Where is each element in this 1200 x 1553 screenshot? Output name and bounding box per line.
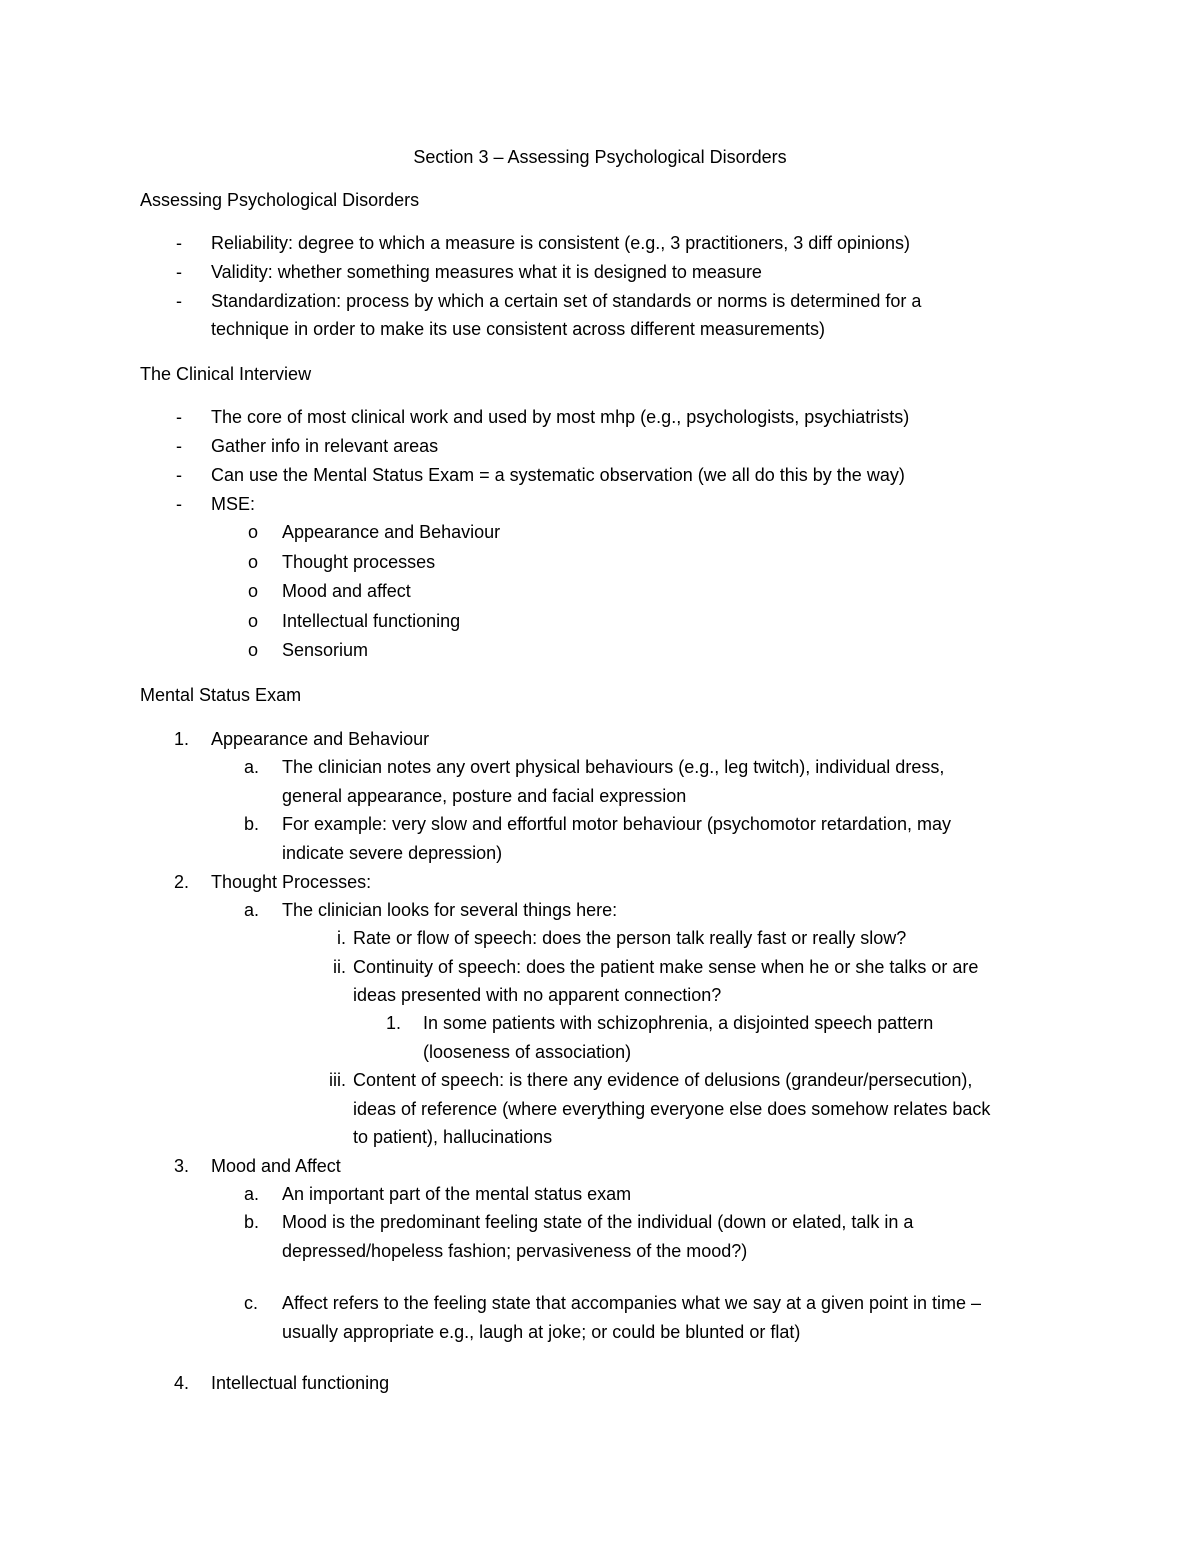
- sub-item: The clinician notes any overt physical behaviours (e.g., leg twitch), individual dress,: [282, 757, 945, 777]
- mse-item: Mood and affect: [282, 581, 411, 601]
- bullet-o: o: [248, 522, 259, 542]
- list-item-reliability: Reliability: degree to which a measure is consistent (e.g., 3 practitioners, 3 diff opinions): [211, 233, 911, 253]
- list-letter: b.: [244, 814, 260, 834]
- list-number: 2.: [174, 872, 190, 892]
- list-roman: i.: [337, 928, 346, 948]
- bullet-dash: -: [176, 262, 182, 282]
- bullet-dash: -: [176, 465, 182, 485]
- list-number: 3.: [174, 1156, 190, 1176]
- sub-item-cont: general appearance, posture and facial expression: [282, 786, 687, 806]
- list-item: The core of most clinical work and used by most mhp (e.g., psychologists, psychiatrists): [211, 407, 910, 427]
- bullet-o: o: [248, 581, 259, 601]
- bullet-dash: -: [176, 291, 182, 311]
- mse-item: Thought processes: [282, 552, 436, 572]
- document-title: Section 3 – Assessing Psychological Disorders: [413, 147, 787, 167]
- sub-sub-sub-item: In some patients with schizophrenia, a disjointed speech pattern: [423, 1013, 934, 1033]
- sub-item-cont: depressed/hopeless fashion; pervasiveness of the mood?): [282, 1241, 748, 1261]
- section-heading-mental-status-exam: Mental Status Exam: [140, 685, 302, 705]
- list-roman: iii.: [329, 1070, 346, 1090]
- sub-item: Affect refers to the feeling state that accompanies what we say at a given point in time –: [282, 1293, 982, 1313]
- sub-sub-sub-item-cont: (looseness of association): [423, 1042, 632, 1062]
- sub-item: For example: very slow and effortful motor behaviour (psychomotor retardation, may: [282, 814, 951, 834]
- list-letter: a.: [244, 900, 260, 920]
- bullet-dash: -: [176, 233, 182, 253]
- sub-sub-item: Rate or flow of speech: does the person talk really fast or really slow?: [353, 928, 907, 948]
- sub-item: The clinician looks for several things here:: [282, 900, 618, 920]
- list-number: 1.: [174, 729, 190, 749]
- sub-sub-item-cont: ideas presented with no apparent connection?: [353, 985, 722, 1005]
- bullet-dash: -: [176, 436, 182, 456]
- list-letter: a.: [244, 757, 260, 777]
- sub-sub-item: Content of speech: is there any evidence of delusions (grandeur/persecution),: [353, 1070, 973, 1090]
- list-item-appearance: Appearance and Behaviour: [211, 729, 430, 749]
- bullet-o: o: [248, 611, 259, 631]
- list-number: 1.: [386, 1013, 402, 1033]
- list-item-validity: Validity: whether something measures what it is designed to measure: [211, 262, 762, 282]
- list-letter: c.: [244, 1293, 259, 1313]
- list-item-mood-affect: Mood and Affect: [211, 1156, 341, 1176]
- list-roman: ii.: [333, 957, 346, 977]
- mse-item: Sensorium: [282, 640, 369, 660]
- bullet-dash: -: [176, 407, 182, 427]
- sub-sub-item-cont: ideas of reference (where everything everyone else does somehow relates back: [353, 1099, 991, 1119]
- section-heading-assessing: Assessing Psychological Disorders: [140, 190, 420, 210]
- list-item-intellectual: Intellectual functioning: [211, 1373, 390, 1393]
- list-letter: a.: [244, 1184, 260, 1204]
- sub-sub-item: Continuity of speech: does the patient make sense when he or she talks or are: [353, 957, 979, 977]
- list-item: Gather info in relevant areas: [211, 436, 439, 456]
- list-item-standardization-cont: technique in order to make its use consistent across different measurements): [211, 319, 825, 339]
- bullet-o: o: [248, 552, 259, 572]
- list-item-mse: MSE:: [211, 494, 256, 514]
- mse-item: Appearance and Behaviour: [282, 522, 501, 542]
- bullet-dash: -: [176, 494, 182, 514]
- mse-item: Intellectual functioning: [282, 611, 461, 631]
- list-letter: b.: [244, 1212, 260, 1232]
- sub-item-cont: usually appropriate e.g., laugh at joke; or could be blunted or flat): [282, 1322, 801, 1342]
- bullet-o: o: [248, 640, 259, 660]
- sub-item-cont: indicate severe depression): [282, 843, 503, 863]
- list-item-thought-processes: Thought Processes:: [211, 872, 372, 892]
- section-heading-clinical-interview: The Clinical Interview: [140, 364, 312, 384]
- list-number: 4.: [174, 1373, 190, 1393]
- list-item: Can use the Mental Status Exam = a systematic observation (we all do this by the way): [211, 465, 905, 485]
- list-item-standardization: Standardization: process by which a certain set of standards or norms is determined for a: [211, 291, 922, 311]
- sub-sub-item-cont: to patient), hallucinations: [353, 1127, 553, 1147]
- sub-item: Mood is the predominant feeling state of the individual (down or elated, talk in a: [282, 1212, 914, 1232]
- sub-item: An important part of the mental status exam: [282, 1184, 632, 1204]
